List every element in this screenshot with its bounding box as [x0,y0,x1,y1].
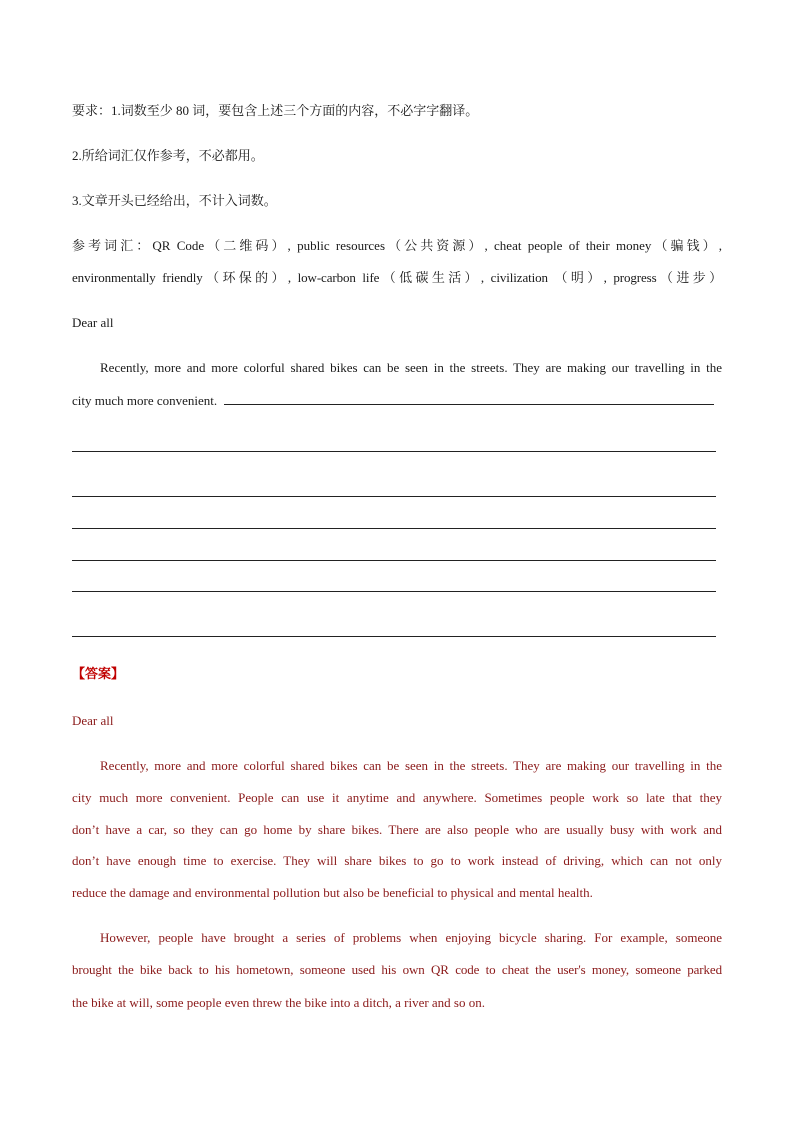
prompt-opening-text: city much more convenient. [72,393,218,408]
writing-line[interactable] [72,528,716,529]
answer-heading: 【答案】 [72,667,125,682]
writing-line-inline[interactable] [224,392,714,405]
answer-para1-line: don’t have enough time to exercise. They will share bikes to go to work instead of driving, which can not only [72,853,722,868]
answer-salutation: Dear all [72,713,114,728]
vocab-line-1: 参考词汇：QR Code（二维码）, public resources（公共资源）, cheat people of their money（骗钱）, [72,238,722,253]
vocab-line-2: environmentally friendly（环保的）, low-carbon life（低碳生活）, civilization （明）, progress（进步） [72,270,722,285]
writing-line[interactable] [72,636,716,637]
prompt-opening-line-1: Recently, more and more colorful shared bikes can be seen in the streets. They are making our travelling in the [100,360,722,375]
writing-line[interactable] [72,451,716,452]
answer-para1-line: Recently, more and more colorful shared bikes can be seen in the streets. They are making our travelling in the [100,758,722,773]
writing-line[interactable] [72,496,716,497]
prompt-opening-line-2 [72,392,722,409]
answer-para2-line: the bike at will, some people even threw the bike into a ditch, a river and so on. [72,995,485,1010]
writing-line[interactable] [72,591,716,592]
answer-para1-line: city much more convenient. People can use it anytime and anywhere. Sometimes people work so late that they [72,790,722,805]
writing-line[interactable] [72,560,716,561]
answer-para2-line: However, people have brought a series of problems when enjoying bicycle sharing. For example, someone [100,930,722,945]
answer-para1-line: reduce the damage and environmental pollution but also be beneficial to physical and mental health. [72,885,593,900]
requirement-1: 要求：1.词数至少 80 词，要包含上述三个方面的内容，不必字字翻译。 [72,103,479,118]
requirement-2: 2.所给词汇仅作参考，不必都用。 [72,148,264,163]
answer-para2-line: brought the bike back to his hometown, someone used his own QR code to cheat the user's money, someone parked [72,962,722,977]
requirement-3: 3.文章开头已经给出，不计入词数。 [72,193,277,208]
prompt-salutation: Dear all [72,315,114,330]
answer-para1-line: don’t have a car, so they can go home by share bikes. There are also people who are usually busy with work and [72,822,722,837]
